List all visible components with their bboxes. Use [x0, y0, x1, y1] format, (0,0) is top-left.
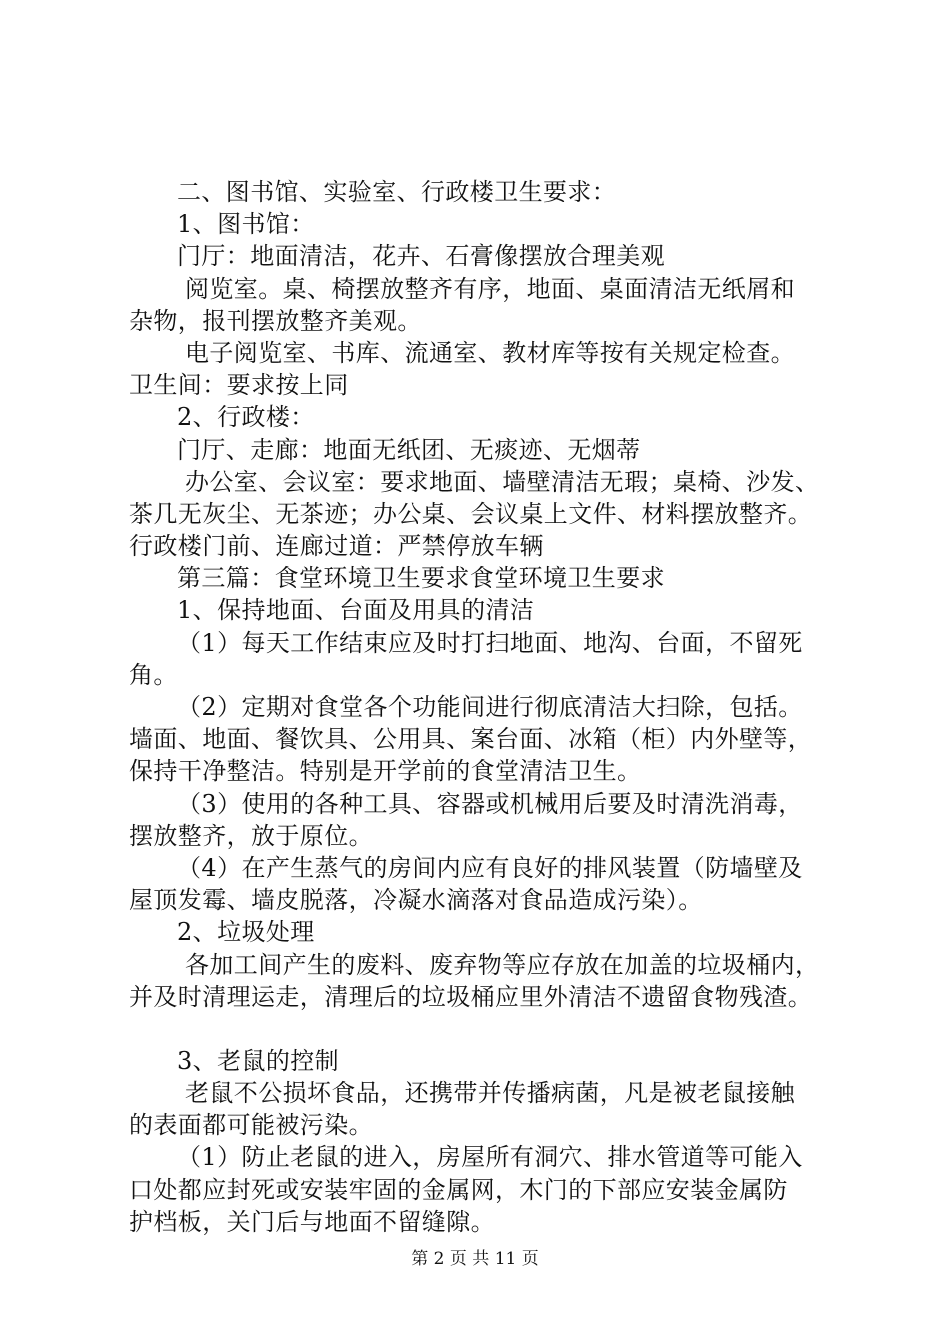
- paragraph-line: 各加工间产生的废料、废弃物等应存放在加盖的垃圾桶内，: [185, 950, 820, 979]
- paragraph-line: 门厅：地面清洁，花卉、石膏像摆放合理美观: [177, 242, 665, 271]
- paragraph-line: （4）在产生蒸气的房间内应有良好的排风装置（防墙壁及: [177, 853, 803, 882]
- paragraph-line: （1）每天工作结束应及时打扫地面、地沟、台面，不留死: [177, 628, 803, 657]
- subsection-heading: 3、老鼠的控制: [177, 1046, 340, 1075]
- paragraph-line: 并及时清理运走，清理后的垃圾桶应里外清洁不遗留食物残渣。: [129, 982, 813, 1011]
- paragraph-line: （2）定期对食堂各个功能间进行彻底清洁大扫除，包括。: [177, 693, 803, 721]
- paragraph-line: （3）使用的各种工具、容器或机械用后要及时清洗消毒，: [177, 789, 803, 818]
- document-body: [129, 176, 841, 1238]
- paragraph-gap: [129, 1013, 841, 1045]
- paragraph-line: 办公室、会议室：要求地面、墙壁清洁无瑕；桌椅、沙发、: [185, 467, 820, 496]
- paragraph-line: （1）防止老鼠的进入，房屋所有洞穴、排水管道等可能入: [177, 1143, 803, 1172]
- paragraph-line: 角。: [129, 660, 178, 689]
- page-number-footer: 第 2 页 共 11 页: [411, 1249, 539, 1269]
- paragraph-line: 护档板，关门后与地面不留缝隙。: [129, 1207, 495, 1236]
- paragraph-line: 老鼠不公损坏食品，还携带并传播病菌，凡是被老鼠接触: [185, 1079, 795, 1108]
- section-heading: 二、图书馆、实验室、行政楼卫生要求：: [177, 178, 617, 206]
- paragraph-line: 摆放整齐，放于原位。: [129, 821, 373, 850]
- paragraph-line: 杂物，报刊摆放整齐美观。: [129, 306, 422, 335]
- paragraph-line: 的表面都可能被污染。: [129, 1111, 373, 1140]
- paragraph-line: 墙面、地面、餐饮具、公用具、案台面、冰箱（柜）内外壁等，: [129, 725, 813, 754]
- paragraph-line: 电子阅览室、书库、流通室、教材库等按有关规定检查。: [185, 338, 795, 367]
- paragraph-line: 屋顶发霉、墙皮脱落，冷凝水滴落对食品造成污染）。: [129, 886, 703, 915]
- paragraph-line: 保持干净整洁。特别是开学前的食堂清洁卫生。: [129, 757, 642, 786]
- paragraph-line: 行政楼门前、连廊过道：严禁停放车辆: [129, 532, 544, 561]
- paragraph-line: 门厅、走廊：地面无纸团、无痰迹、无烟蒂: [177, 435, 641, 464]
- chapter-heading: 第三篇：食堂环境卫生要求食堂环境卫生要求: [177, 564, 665, 593]
- paragraph-line: 阅览室。桌、椅摆放整齐有序，地面、桌面清洁无纸屑和: [185, 274, 795, 303]
- subsection-heading: 1、图书馆：: [177, 210, 315, 239]
- subsection-heading: 2、行政楼：: [177, 403, 315, 432]
- subsection-heading: 2、垃圾处理: [177, 918, 315, 947]
- subsection-heading: 1、保持地面、台面及用具的清洁: [177, 596, 535, 625]
- paragraph-line: 茶几无灰尘、无茶迹；办公桌、会议桌上文件、材料摆放整齐。: [129, 499, 813, 528]
- paragraph-line: 卫生间：要求按上同: [129, 371, 349, 400]
- paragraph-line: 口处都应封死或安装牢固的金属网，木门的下部应安装金属防: [129, 1175, 788, 1204]
